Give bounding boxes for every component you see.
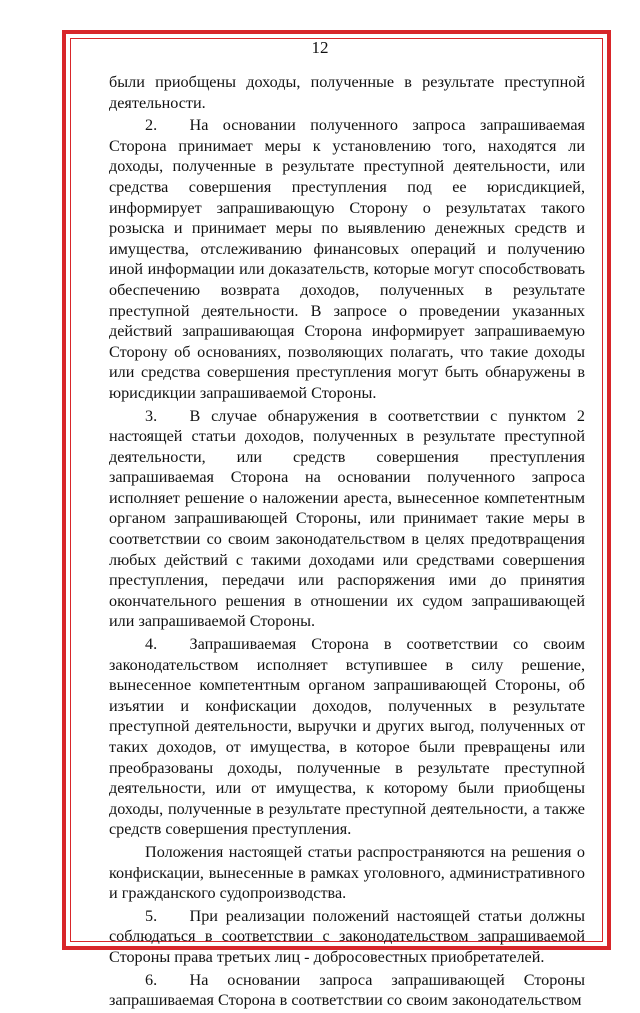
paragraph-item-6: 6. На основании запроса запрашивающей Стороны запрашиваемая Сторона в соответствии со своим законодательством	[109, 970, 585, 1010]
document-body	[109, 72, 585, 1013]
paragraph-confiscation-note: Положения настоящей статьи распространяются на решения о конфискации, вынесенные в рамках уголовного, административного и гражданского судопроизводства.	[109, 842, 585, 903]
paragraph-item-2: 2. На основании полученного запроса запрашиваемая Сторона принимает меры к установлению того, находятся ли доходы, полученные в результате преступной деятельности, или средства совершения преступления под ее юрисдикцией, информирует запрашивающую Сторону о результатах такого розыска и принимает меры по выявлению денежных средств и имущества, отслеживанию финансовых операций и получению иной информации или доказательств, которые могут способствовать обеспечению возврата доходов, полученных в результате преступной деятельности. В запросе о проведении указанных действий запрашивающая Сторона информирует запрашиваемую Сторону об основаниях, позволяющих полагать, что такие доходы или средства совершения преступления могут быть обнаружены в юрисдикции запрашиваемой Стороны.	[109, 116, 585, 402]
paragraph-item-3: 3. В случае обнаружения в соответствии с пунктом 2 настоящей статьи доходов, полученных в результате преступной деятельности, или средств совершения преступления запрашиваемая Сторона на основании полученного запроса исполняет решение о наложении ареста, вынесенное компетентным органом запрашивающей Стороны, или принимает такие меры в соответствии со своим законодательством в целях предотвращения любых действий с такими доходами или средствами совершения преступления, передачи или распоряжения ими до принятия окончательного решения в отношении их судом запрашивающей или запрашиваемой Стороны.	[109, 406, 585, 631]
paragraph-item-4: 4. Запрашиваемая Сторона в соответствии со своим законодательством исполняет вступившее в силу решение, вынесенное компетентным органом запрашивающей Стороны, об изъятии и конфискации доходов, полученных в результате преступной деятельности, выручки и других выгод, полученных от таких доходов, от имущества, в которое были превращены или преобразованы доходы, полученные в результате преступной деятельности, или от имущества, к которому были приобщены доходы, полученные в результате преступной деятельности, а также средств совершения преступления.	[109, 635, 585, 839]
page-number: 12	[311, 38, 329, 57]
paragraph-continuation: были приобщены доходы, полученные в результате преступной деятельности.	[109, 73, 585, 112]
paragraph-item-5: 5. При реализации положений настоящей статьи должны соблюдаться в соответствии с законодательством запрашиваемой Стороны права третьих лиц - добросовестных приобретателей.	[109, 906, 585, 966]
